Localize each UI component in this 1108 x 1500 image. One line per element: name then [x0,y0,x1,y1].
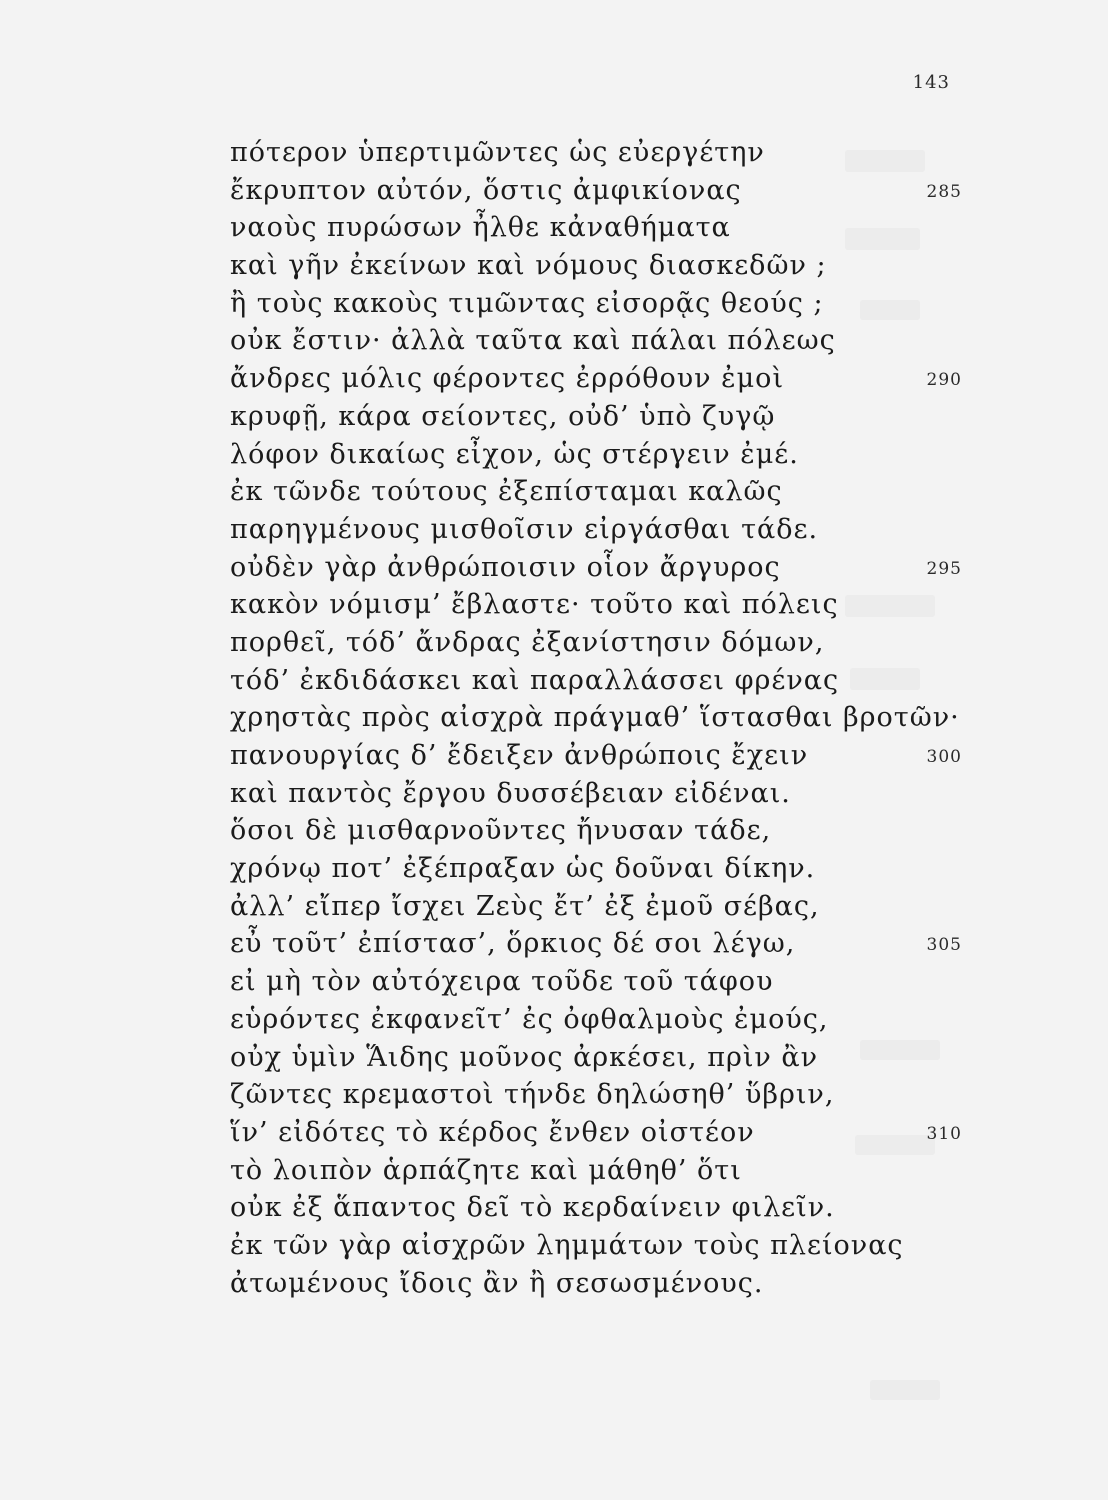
verse-text-block [230,134,970,1302]
verse-line-text: καὶ παντὸς ἔργου δυσσέβειαν εἰδέναι. [230,777,791,809]
verse-line [230,285,970,323]
verse-line [230,812,970,850]
verse-line [230,1265,970,1303]
verse-line-text: ἵν’ εἰδότες τὸ κέρδος ἔνθεν οἰστέον [230,1116,755,1148]
verse-line-text: οὐχ ὑμὶν Ἅιδης μοῦνος ἀρκέσει, πρὶν ἂν [230,1041,819,1073]
verse-line-text: οὐκ ἐξ ἅπαντος δεῖ τὸ κερδαίνειν φιλεῖν. [230,1192,835,1224]
verse-line [230,549,970,587]
verse-line [230,511,970,549]
verse-line [230,775,970,813]
verse-line-text: χρόνῳ ποτ’ ἐξέπραξαν ὡς δοῦναι δίκην. [230,853,816,885]
verse-line-text: τὸ λοιπὸν ἁρπάζητε καὶ μάθηθ’ ὅτι [230,1154,742,1186]
line-number: 310 [926,1123,962,1144]
verse-line-text: ἢ τοὺς κακοὺς τιμῶντας εἰσορᾷς θεούς ; [230,287,824,319]
verse-line [230,624,970,662]
verse-line [230,247,970,285]
verse-line [230,1114,970,1152]
verse-line [230,888,970,926]
verse-line-text: οὐκ ἔστιν· ἀλλὰ ταῦτα καὶ πάλαι πόλεως [230,325,836,357]
verse-line-text: πανουργίας δ’ ἔδειξεν ἀνθρώποις ἔχειν [230,740,809,771]
verse-line [230,586,970,624]
verse-line-text: ἔκρυπτον αὐτόν, ὅστις ἀμφικίονας [230,174,742,206]
verse-line [230,925,970,963]
verse-line-text: ἄνδρες μόλις φέροντες ἐρρόθουν ἐμοὶ [230,363,785,395]
verse-line [230,662,970,700]
verse-line-text: ἀτωμένους ἴδοις ἂν ἢ σεσωσμένους. [230,1267,764,1299]
verse-line-text: κρυφῇ, κάρα σείοντες, οὐδ’ ὑπὸ ζυγῷ [230,400,776,432]
verse-line-text: πορθεῖ, τόδ’ ἄνδρας ἐξανίστησιν δόμων, [230,626,825,658]
verse-line [230,1001,970,1039]
verse-line [230,473,970,511]
verse-line-text: εὖ τοῦτ’ ἐπίστασ’, ὅρκιος δέ σοι λέγω, [230,928,796,960]
verse-line-text: ζῶντες κρεμαστοὶ τήνδε δηλώσηθ’ ὕβριν, [230,1079,835,1111]
verse-line [230,1227,970,1265]
verse-line-text: κακὸν νόμισμ’ ἔβλαστε· τοῦτο καὶ πόλεις [230,589,839,621]
verse-line [230,850,970,888]
verse-line [230,1152,970,1190]
verse-line [230,134,970,172]
verse-line [230,963,970,1001]
verse-line-text: παρηγμένους μισθοῖσιν εἰργάσθαι τάδε. [230,513,819,545]
bleed-through-mark [870,1380,940,1400]
verse-line-text: ἐκ τῶνδε τούτους ἐξεπίσταμαι καλῶς [230,476,783,508]
verse-line [230,1189,970,1227]
line-number: 295 [926,558,962,579]
line-number: 300 [926,747,962,767]
verse-line [230,322,970,360]
line-number: 290 [926,370,962,391]
verse-line-text: οὐδὲν γὰρ ἀνθρώποισιν οἷον ἄργυρος [230,551,781,583]
verse-line-text: λόφον δικαίως εἶχον, ὡς στέργειν ἐμέ. [230,438,799,470]
verse-line-text: ναοὺς πυρώσων ἦλθε κἀναθήματα [230,212,731,244]
verse-line-text: ἀλλ’ εἴπερ ἴσχει Ζεὺς ἔτ’ ἐξ ἐμοῦ σέβας, [230,890,820,922]
line-number: 305 [926,935,962,956]
verse-line-text: ἐκ τῶν γὰρ αἰσχρῶν λημμάτων τοὺς πλείονας [230,1229,904,1261]
line-number: 285 [926,181,962,202]
verse-line-text: τόδ’ ἐκδιδάσκει καὶ παραλλάσσει φρένας [230,664,840,696]
verse-line [230,1076,970,1114]
verse-line-text: ὅσοι δὲ μισθαρνοῦντες ἤνυσαν τάδε, [230,815,772,847]
verse-line [230,1039,970,1077]
verse-line [230,360,970,398]
verse-line [230,436,970,474]
verse-line-text: εὑρόντες ἐκφανεῖτ’ ἐς ὀφθαλμοὺς ἐμούς, [230,1003,829,1035]
verse-line [230,398,970,436]
page-number: 143 [912,72,950,93]
verse-line [230,172,970,210]
verse-line-text: καὶ γῆν ἐκείνων καὶ νόμους διασκεδῶν ; [230,250,827,282]
verse-line-text: εἰ μὴ τὸν αὐτόχειρα τοῦδε τοῦ τάφου [230,966,774,998]
verse-line-text: πότερον ὑπερτιμῶντες ὡς εὐεργέτην [230,137,765,168]
verse-line [230,737,970,775]
verse-line [230,209,970,247]
verse-line-text: χρηστὰς πρὸς αἰσχρὰ πράγμαθ’ ἵστασθαι βροτῶν· [230,702,960,734]
verse-line [230,699,970,737]
